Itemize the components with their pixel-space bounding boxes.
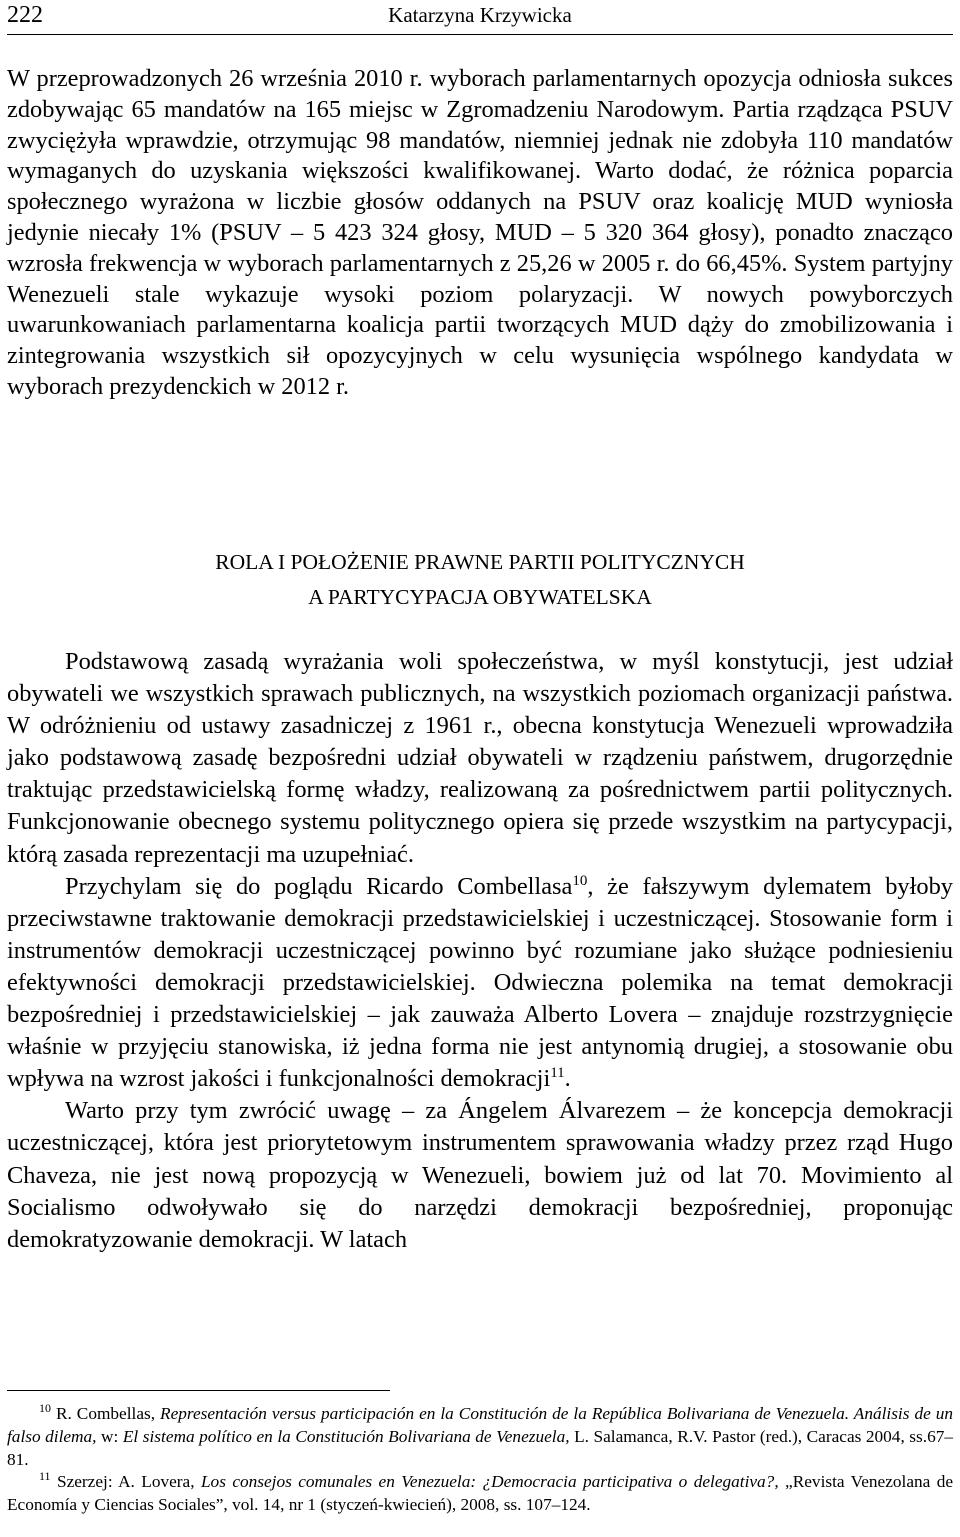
footnote-title: Representación versus participación en la Constitución de la República Bolivariana de Venezuela. Análisis de un falso dilema, — [7, 1404, 954, 1446]
footnote-number: 11 — [39, 1469, 51, 1484]
paragraph-combellas-text-c: . — [564, 1065, 571, 1093]
header-author: Katarzyna Krzywicka — [388, 3, 572, 27]
footnote-text: Szerzej: A. Lovera, — [50, 1472, 201, 1492]
paragraph-alvarez: Warto przy tym zwrócić uwagę – za Ángelem Álvarezem – że koncepcja demokracji uczestniczącej, która jest priorytetowym instrumentem sprawowania władzy przez rząd Hugo Chaveza, nie jest nową propozycją w Wenezueli, bowiem już od lat 70. Movimiento al Socialismo odwoływało się do narzędzi demokracji bezpośredniej, proponując demokratyzowanie demokracji. W latach — [7, 1097, 953, 1253]
footnote-separator — [7, 1390, 390, 1391]
section-heading-line-1: ROLA I POŁOŻENIE PRAWNE PARTII POLITYCZNYCH — [215, 550, 745, 574]
section-heading — [7, 545, 953, 615]
footnote-10 — [7, 1403, 953, 1471]
footnote-ref-11[interactable]: 11 — [550, 1065, 565, 1082]
footnote-ref-10[interactable]: 10 — [572, 872, 588, 889]
footnote-text: R. Combellas, — [51, 1404, 161, 1423]
footnote-book-title: El sistema político en la Constitución Bolivariana de Venezuela, — [122, 1426, 570, 1446]
paragraph-combellas-text-b: , że fałszywym dylematem byłoby przeciwstawne traktowanie demokracji przedstawicielskiej i uczestniczącej. Stosowanie form i instrumentów demokracji uczestniczącej powinno być rozumiane jako służące podniesieniu efektywności demokracji przedstawicielskiej. Odwieczna polemika na temat demokracji bezpośredniej i przedstawicielskiej – jak zauważa Alberto Lovera – znajduje rozstrzygnięcie właśnie w przyjęciu stanowiska, iż jedna forma nie jest antynomią drugiej, a stosowanie obu wpływa na wzrost jakości i funkcjonalności demokracji — [7, 872, 953, 1093]
footnote-text: w: — [96, 1426, 123, 1446]
footnote-text: L. Salamanca, R.V. Pastor (red.), Caracas 2004, ss.67–81. — [7, 1426, 953, 1469]
footnotes — [7, 1403, 953, 1517]
paragraph-elections: W przeprowadzonych 26 września 2010 r. wyborach parlamentarnych opozycja odniosła sukces zdobywając 65 mandatów na 165 miejsc w Zgromadzeniu Narodowym. Partia rządząca PSUV zwyciężyła wprawdzie, otrzymując 98 mandatów, niemniej jednak nie zdobyła 110 mandatów wymaganych do uzyskania większości kwalifikowanej. Warto dodać, że różnica poparcia społecznego wyrażona w liczbie głosów oddanych na PSUV oraz koalicję MUD wyniosła jedynie niecały 1% (PSUV – 5 423 324 głosy, MUD – 5 320 364 głosy), ponadto znacząco wzrosła frekwencja w wyborach parlamentarnych z 25,26 w 2005 r. do 66,45%. System partyjny Wenezueli stale wykazuje wysoki poziom polaryzacji. W nowych powyborczych uwarunkowaniach parlamentarna koalicja partii tworzących MUD dąży do zmobilizowania i zintegrowania wszystkich sił opozycyjnych w celu wysunięcia wspólnego kandydata w wyborach prezydenckich w 2012 r. — [7, 65, 953, 400]
section-heading-line-2: A PARTYCYPACJA OBYWATELSKA — [308, 585, 652, 609]
paragraph-constitution: Podstawową zasadą wyrażania woli społeczeństwa, w myśl konstytucji, jest udział obywateli we wszystkich sprawach publicznych, na wszystkich poziomach organizacji państwa. W odróżnieniu od ustawy zasadniczej z 1961 r., obecna konstytucja Wenezueli wprowadziła jako podstawową zasadę bezpośredni udział obywateli w rządzeniu państwem, drugorzędnie traktując przedstawicielską formę władzy, realizowaną za pośrednictwem partii politycznych. Funkcjonowanie obecnego systemu politycznego opiera się przede wszystkim na partycypacji, którą zasada reprezentacji ma uzupełniać. — [7, 648, 953, 868]
page-number: 222 — [7, 2, 43, 28]
paragraph-combellas — [7, 871, 953, 1096]
footnote-11 — [7, 1471, 953, 1517]
footnote-number: 10 — [39, 1401, 51, 1416]
footnote-title: Los consejos comunales en Venezuela: ¿Democracia participativa o delegativa?, — [200, 1472, 779, 1492]
running-head — [7, 0, 953, 35]
paragraph-combellas-text-a: Przychylam się do poglądu Ricardo Combellasa — [65, 872, 573, 900]
footnote-text: „Revista Venezolana de Economía y Ciencias Sociales”, vol. 14, nr 1 (styczeń-kwiecień), 2008, ss. 107–124. — [7, 1472, 954, 1515]
page — [7, 0, 953, 1537]
section-body — [7, 646, 953, 1256]
